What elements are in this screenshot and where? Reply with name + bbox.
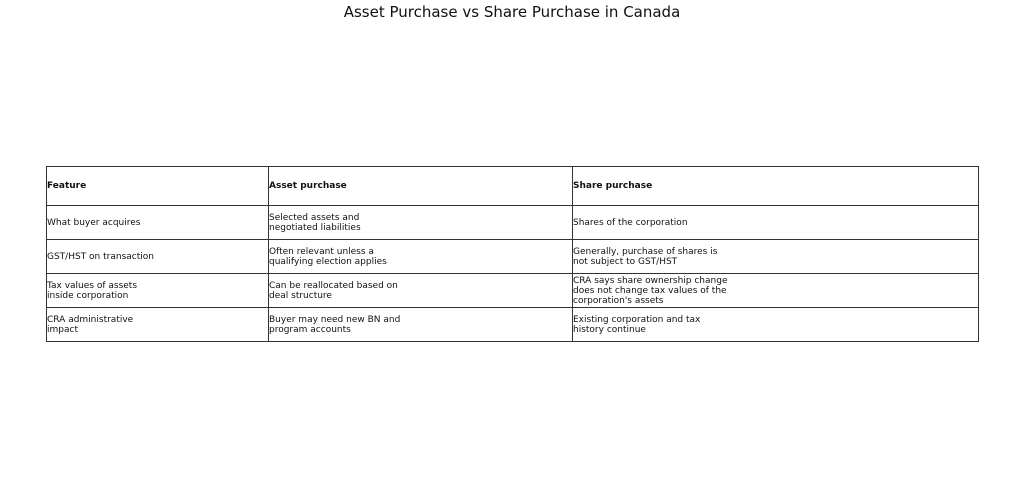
table-row (47, 240, 979, 274)
table-cell-asset-purchase: Can be reallocated based on deal structure (269, 274, 573, 308)
table-cell-share-purchase: Generally, purchase of shares is not subject to GST/HST (573, 240, 979, 274)
table-row (47, 308, 979, 342)
column-header-share-purchase: Share purchase (573, 167, 979, 206)
column-header-asset-purchase: Asset purchase (269, 167, 573, 206)
column-header-feature: Feature (47, 167, 269, 206)
table-cell-asset-purchase: Buyer may need new BN and program accounts (269, 308, 573, 342)
table-cell-feature: GST/HST on transaction (47, 240, 269, 274)
table-cell-asset-purchase: Often relevant unless a qualifying election applies (269, 240, 573, 274)
table-cell-feature: What buyer acquires (47, 206, 269, 240)
table-cell-share-purchase: Shares of the corporation (573, 206, 979, 240)
table-cell-feature: Tax values of assets inside corporation (47, 274, 269, 308)
comparison-table (46, 166, 979, 342)
table-row (47, 274, 979, 308)
chart-title: Asset Purchase vs Share Purchase in Canada (343, 3, 681, 21)
table-cell-asset-purchase: Selected assets and negotiated liabilities (269, 206, 573, 240)
table-row (47, 206, 979, 240)
table-cell-share-purchase: Existing corporation and tax history continue (573, 308, 979, 342)
table-cell-feature: CRA administrative impact (47, 308, 269, 342)
table-header-row (47, 167, 979, 206)
table-cell-share-purchase: CRA says share ownership change does not change tax values of the corporation's assets (573, 274, 979, 308)
